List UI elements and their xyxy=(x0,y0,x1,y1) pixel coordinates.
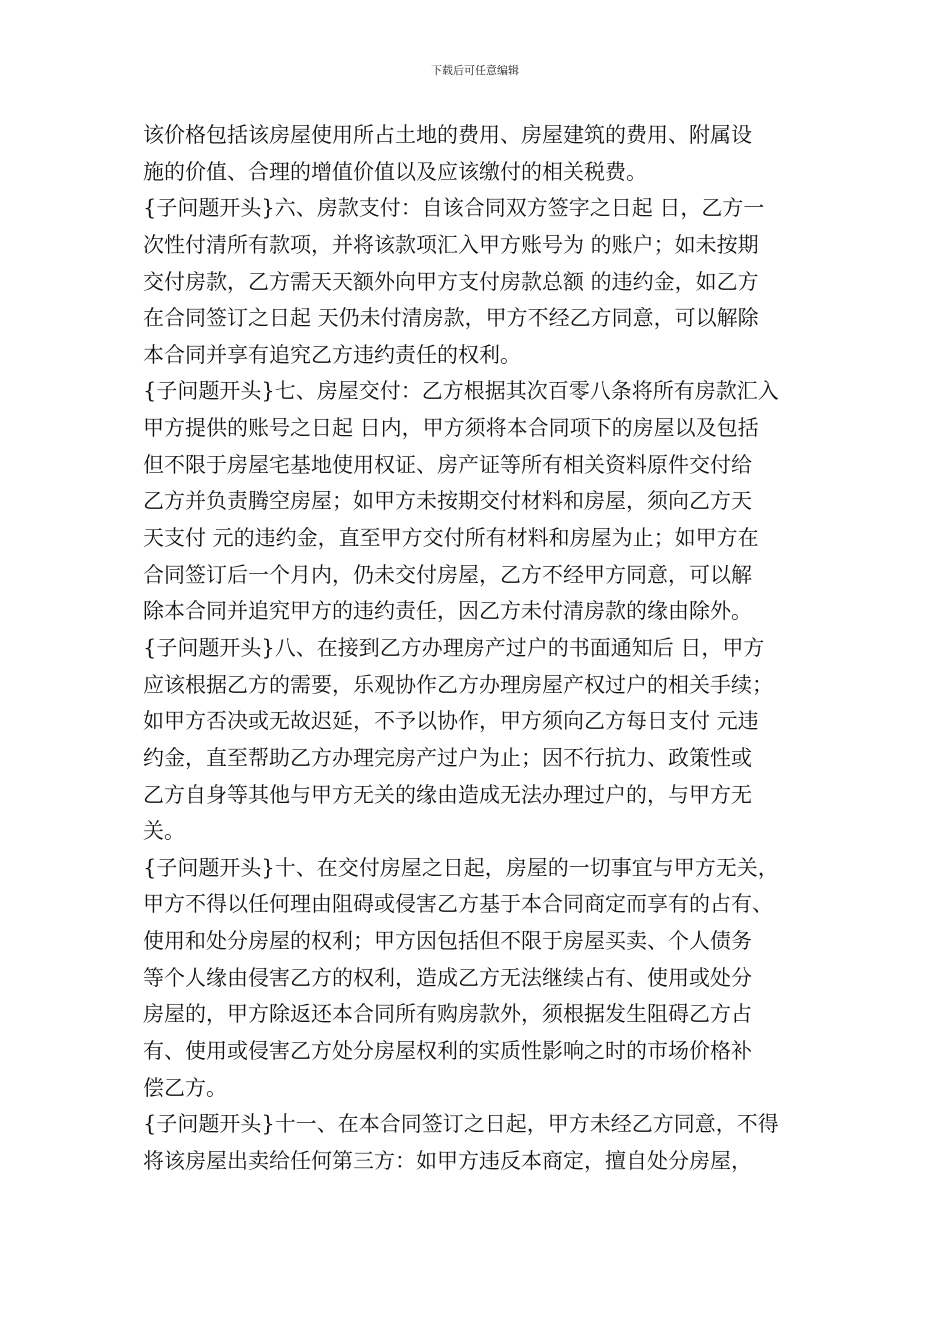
text-line: 交付房款，乙方需天天额外向甲方支付房款总额 的违约金，如乙方 xyxy=(143,269,759,294)
text-line: 在合同签订之日起 天仍未付清房款，甲方不经乙方同意，可以解除 xyxy=(143,306,759,331)
text-line: 有、使用或侵害乙方处分房屋权利的实质性影响之时的市场价格补 xyxy=(143,1039,752,1064)
text-line: 如甲方否决或无故迟延，不予以协作，甲方须向乙方每日支付 元违 xyxy=(143,709,759,734)
text-line: 偿乙方。 xyxy=(143,1075,227,1100)
text-line: {子问题开头}十一、在本合同签订之日起，甲方未经乙方同意，不得 xyxy=(143,1112,779,1137)
text-line: 本合同并享有追究乙方违约责任的权利。 xyxy=(143,342,521,367)
text-line: 乙方并负责腾空房屋；如甲方未按期交付材料和房屋，须向乙方天 xyxy=(143,489,752,514)
text-line: 等个人缘由侵害乙方的权利，造成乙方无法继续占有、使用或处分 xyxy=(143,965,752,990)
text-line: 约金，直至帮助乙方办理完房产过户为止；因不行抗力、政策性或 xyxy=(143,745,752,770)
document-body xyxy=(143,117,833,1180)
text-line: 房屋的，甲方除返还本合同所有购房款外，须根据发生阻碍乙方占 xyxy=(143,1002,752,1027)
text-line: {子问题开头}七、房屋交付：乙方根据其次百零八条将所有房款汇入 xyxy=(143,379,779,404)
text-line: 合同签订后一个月内，仍未交付房屋，乙方不经甲方同意，可以解 xyxy=(143,562,752,587)
text-line: 甲方提供的账号之日起 日内，甲方须将本合同项下的房屋以及包括 xyxy=(143,416,759,441)
text-line: 施的价值、合理的增值价值以及应该缴付的相关税费。 xyxy=(143,159,647,184)
text-line: 使用和处分房屋的权利；甲方因包括但不限于房屋买卖、个人债务 xyxy=(143,929,752,954)
text-line: 关。 xyxy=(143,819,185,844)
text-line: 甲方不得以任何理由阻碍或侵害乙方基于本合同商定而享有的占有、 xyxy=(143,892,773,917)
text-line: 该价格包括该房屋使用所占土地的费用、房屋建筑的费用、附属设 xyxy=(143,123,752,147)
text-line: 除本合同并追究甲方的违约责任，因乙方未付清房款的缘由除外。 xyxy=(143,599,752,624)
text-line: 次性付清所有款项，并将该款项汇入甲方账号为 的账户；如未按期 xyxy=(143,232,759,257)
text-line: {子问题开头}六、房款支付：自该合同双方签字之日起 日，乙方一 xyxy=(143,196,765,221)
text-line: 天支付 元的违约金，直至甲方交付所有材料和房屋为止；如甲方在 xyxy=(143,526,759,551)
text-line: 但不限于房屋宅基地使用权证、房产证等所有相关资料原件交付给 xyxy=(143,452,752,477)
page-header: 下载后可任意编辑 xyxy=(431,64,519,77)
text-line: 将该房屋出卖给任何第三方：如甲方违反本商定，擅自处分房屋， xyxy=(143,1148,752,1173)
text-line: {子问题开头}十、在交付房屋之日起，房屋的一切事宜与甲方无关， xyxy=(143,855,779,880)
text-line: {子问题开头}八、在接到乙方办理房产过户的书面通知后 日，甲方 xyxy=(143,635,765,660)
text-line: 应该根据乙方的需要，乐观协作乙方办理房屋产权过户的相关手续； xyxy=(143,672,773,697)
text-line: 乙方自身等其他与甲方无关的缘由造成无法办理过户的，与甲方无 xyxy=(143,782,752,807)
